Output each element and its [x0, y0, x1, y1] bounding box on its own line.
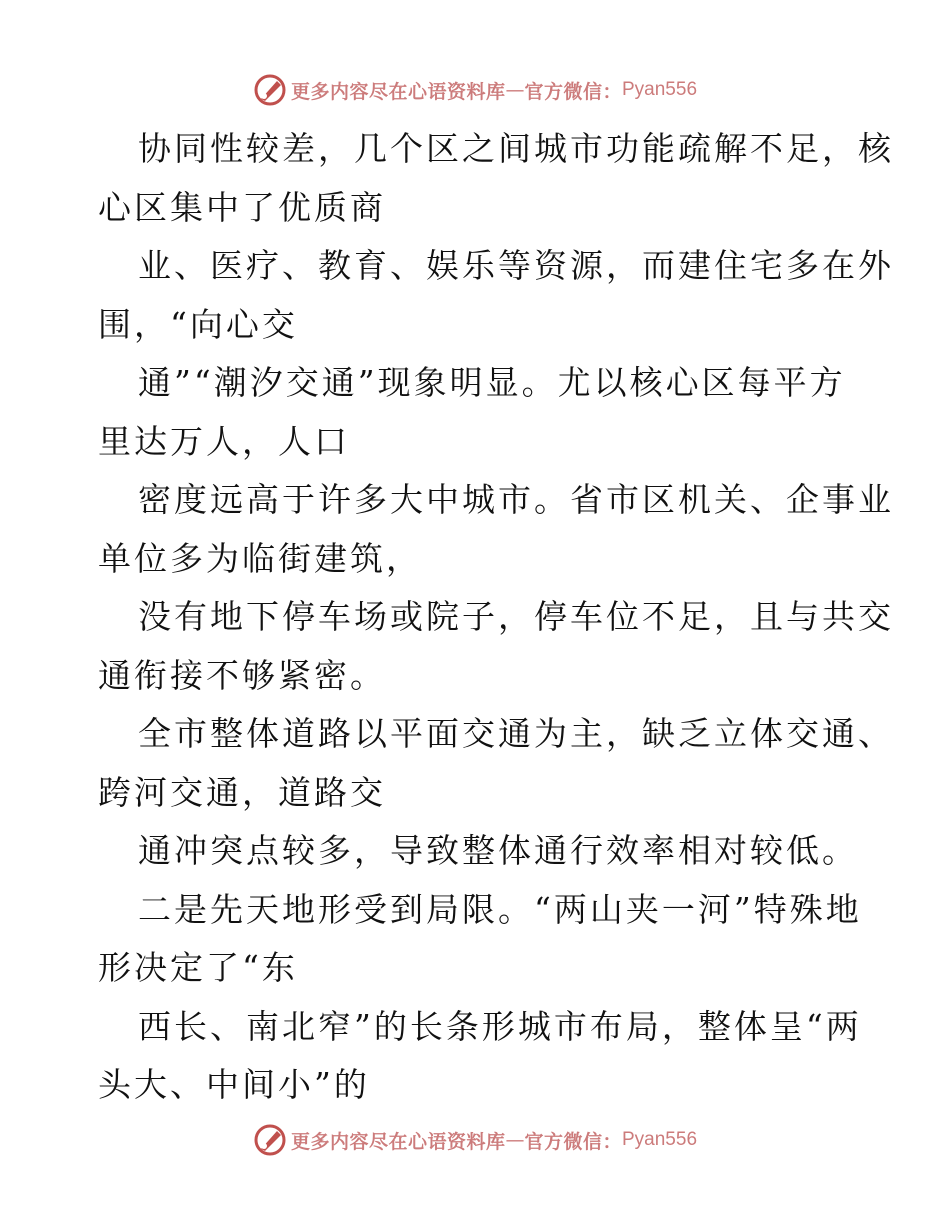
paragraph [98, 588, 894, 705]
paragraph-line: 没有地下停车场或院子，停车位不足，且与共交 [138, 597, 894, 636]
header-watermark [0, 70, 950, 110]
pen-logo-icon [253, 1123, 287, 1157]
watermark-wechat-label: 官方微信： [524, 80, 622, 103]
paragraph [98, 237, 894, 354]
paragraph-line: 里达万人，人口 [98, 421, 350, 461]
footer-watermark [0, 1120, 950, 1160]
paragraph [98, 471, 894, 588]
paragraph-line: 单位多为临街建筑， [98, 538, 422, 578]
paragraph [98, 881, 862, 998]
paragraph [98, 705, 894, 822]
paragraph [98, 822, 858, 881]
paragraph-line: 通冲突点较多，导致整体通行效率相对较低。 [138, 831, 858, 870]
watermark-dash: — [505, 79, 525, 101]
pen-logo-icon [253, 73, 287, 107]
paragraph-line: 形决定了“东 [98, 948, 298, 987]
watermark-wechat-id: Pyan556 [622, 79, 698, 100]
paragraph-line: 协同性较差，几个区之间城市功能疏解不足，核 [138, 129, 894, 168]
paragraph [98, 120, 894, 237]
watermark-wechat-label: 官方微信： [524, 1130, 622, 1153]
paragraph-line: 密度远高于许多大中城市。省市区机关、企事业 [138, 480, 894, 519]
paragraph-line: 头大、中间小”的 [98, 1065, 370, 1104]
watermark-wechat-id: Pyan556 [622, 1129, 698, 1150]
paragraph-line: 二是先天地形受到局限。“两山夹一河”特殊地 [138, 889, 862, 929]
paragraph-line: 西长、南北窄”的长条形城市布局，整体呈“两 [138, 1006, 862, 1046]
watermark-brand: 更多内容尽在心语资料库 [290, 80, 506, 103]
paragraph-line: 业、医疗、教育、娱乐等资源，而建住宅多在外 [138, 246, 894, 285]
paragraph-line: 跨河交通，道路交 [98, 772, 386, 812]
paragraph [98, 354, 858, 471]
paragraph-line: 通”“潮汐交通”现象明显。尤以核心区每平方 [138, 363, 846, 402]
paragraph-line: 全市整体道路以平面交通为主，缺乏立体交通、 [138, 714, 894, 753]
watermark-dash: — [505, 1129, 525, 1151]
paragraph [98, 998, 862, 1115]
paragraph-line: 心区集中了优质商 [98, 187, 386, 227]
paragraph-line: 围，“向心交 [98, 304, 298, 344]
document-body [98, 120, 894, 1115]
watermark-brand: 更多内容尽在心语资料库 [290, 1130, 506, 1153]
paragraph-line: 通衔接不够紧密。 [98, 655, 386, 695]
